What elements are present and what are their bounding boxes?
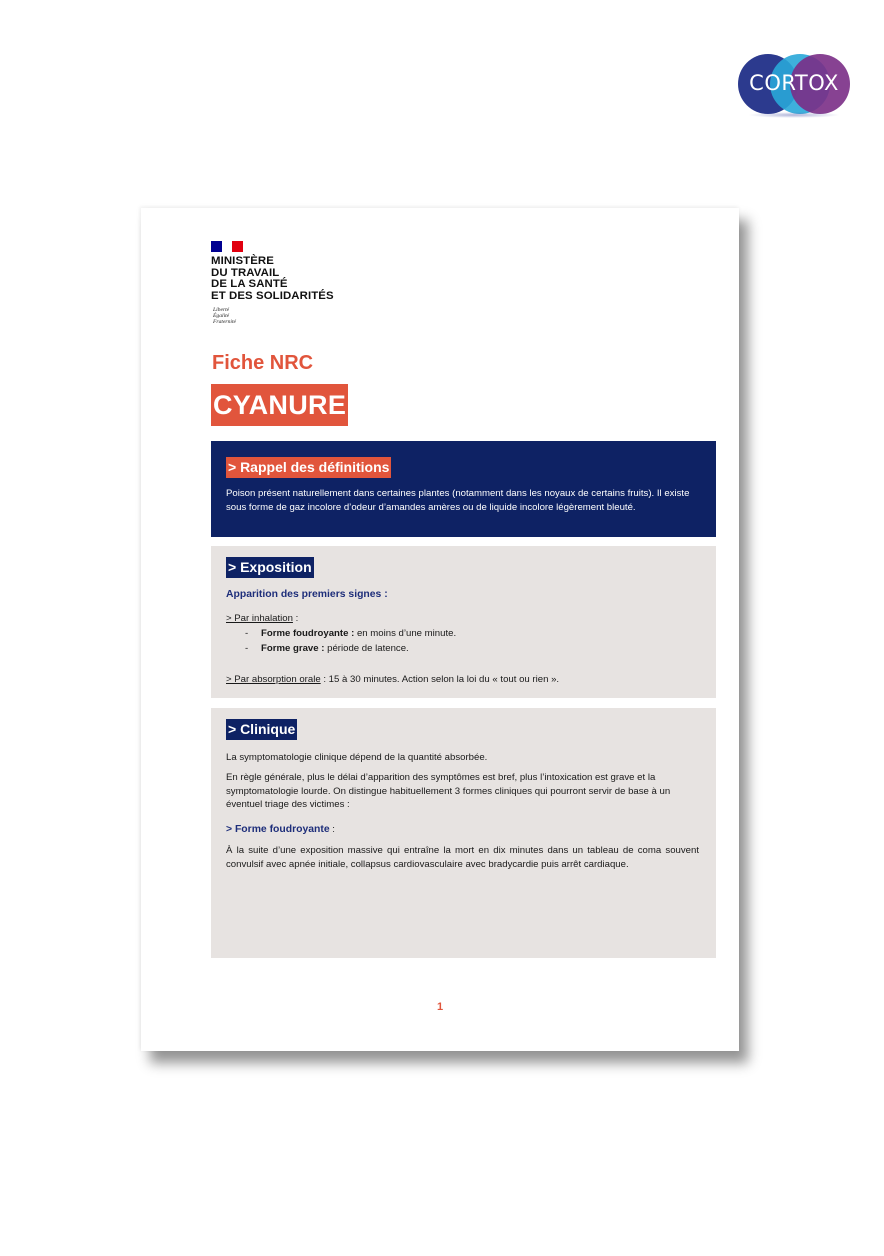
doc-title: CYANURE bbox=[211, 384, 348, 426]
ministry-name: MINISTÈRE DU TRAVAIL DE LA SANTÉ ET DES SOLIDARITÉS bbox=[211, 255, 334, 302]
oral-line: > Par absorption orale : 15 à 30 minutes. Action selon la loi du « tout ou rien ». bbox=[226, 674, 560, 685]
exposition-subtitle: Apparition des premiers signes : bbox=[226, 589, 388, 600]
clinique-paragraph-1: La symptomatologie clinique dépend de la quantité absorbée. bbox=[226, 752, 488, 763]
list-item: - Forme foudroyante : en moins d’une minute. bbox=[245, 628, 457, 639]
inhalation-label: > Par inhalation bbox=[226, 613, 293, 624]
forme-foudroyante-label: > Forme foudroyante bbox=[226, 824, 330, 835]
republic-motto: Liberté Égalité Fraternité bbox=[213, 307, 236, 325]
exposition-section bbox=[211, 546, 716, 698]
exposition-heading: > Exposition bbox=[226, 557, 314, 578]
clinique-section bbox=[211, 708, 716, 958]
definitions-heading: > Rappel des définitions bbox=[226, 457, 391, 478]
cortox-logo bbox=[738, 54, 852, 116]
logo-reflection bbox=[748, 112, 840, 118]
logo-text: CORTOX bbox=[749, 71, 839, 95]
clinique-heading: > Clinique bbox=[226, 719, 297, 740]
marianne-flag-icon bbox=[211, 241, 243, 252]
definitions-text: Poison présent naturellement dans certaines plantes (notamment dans les noyaux de certains fruits). Il existe sous forme de gaz incolore d’odeur d’amandes amères ou de liquide incolore légèrement bleuté. bbox=[226, 488, 690, 513]
clinique-paragraph-3: À la suite d’une exposition massive qui entraîne la mort en dix minutes dans un tableau de coma souvent convulsif avec apnée initiale, collapsus cardiovasculaire avec bradycardie puis arrêt cardiaque. bbox=[226, 845, 699, 870]
page-number: 1 bbox=[436, 1001, 444, 1013]
inhalation-line: > Par inhalation : bbox=[226, 613, 299, 624]
clinique-paragraph-2: En règle générale, plus le délai d’apparition des symptômes est bref, plus l’intoxication est grave et la symptomatologie lourde. On distingue habituellement 3 formes cliniques qui pourront servir de base à un éventuel triage des victimes : bbox=[226, 772, 671, 810]
doc-kicker: Fiche NRC bbox=[212, 352, 314, 374]
forme-foudroyante-line: > Forme foudroyante : bbox=[226, 824, 335, 835]
oral-label: > Par absorption orale bbox=[226, 674, 321, 685]
list-item: - Forme grave : période de latence. bbox=[245, 643, 409, 654]
definitions-section bbox=[211, 441, 716, 537]
document-page bbox=[141, 208, 739, 1051]
